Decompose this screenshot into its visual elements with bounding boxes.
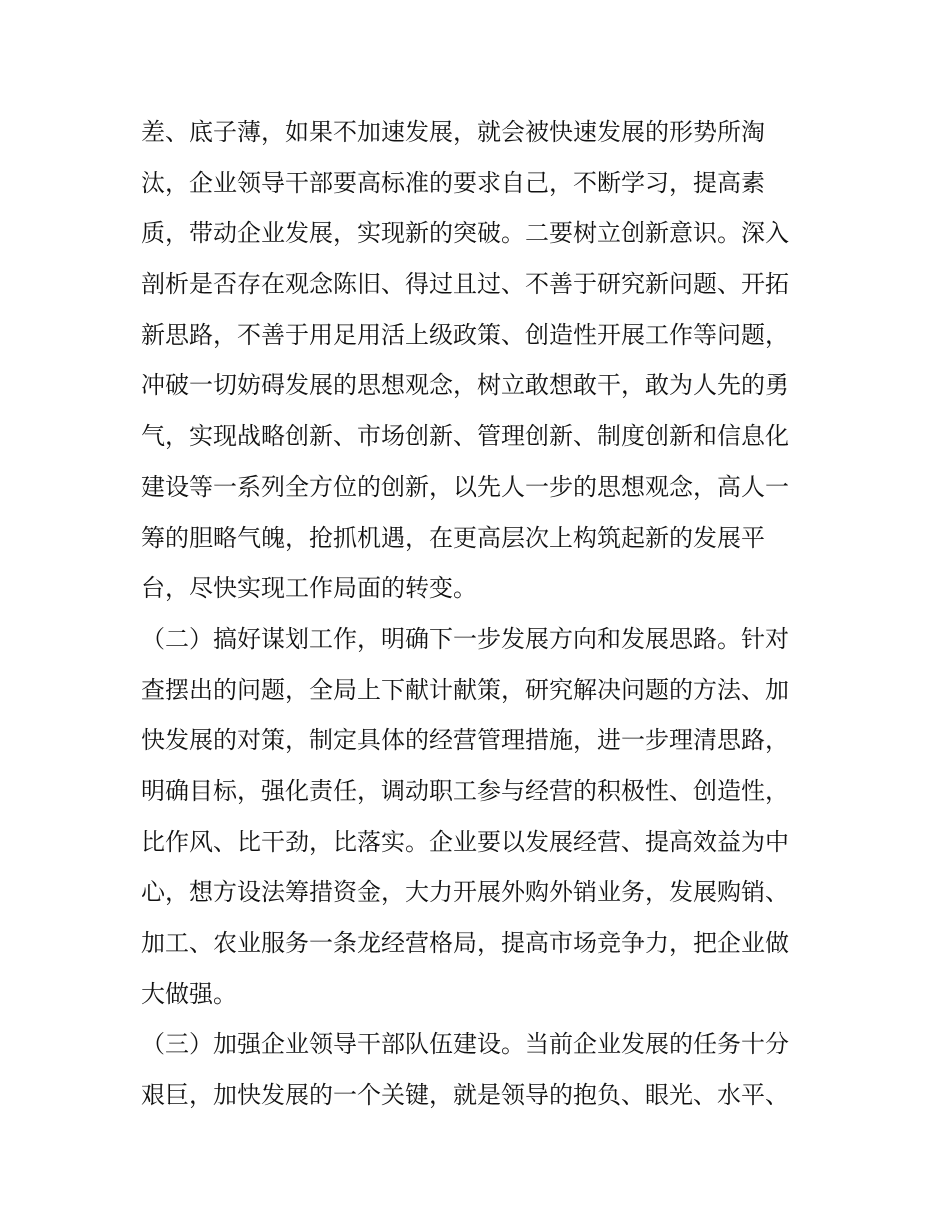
section-heading-line: （三）加强企业领导干部队伍建设。当前企业发展的任务十分 — [141, 1030, 789, 1059]
text-line: 大做强。 — [141, 979, 237, 1008]
text-line: 剖析是否存在观念陈旧、得过且过、不善于研究新问题、开拓 — [141, 270, 789, 299]
text-line: 比作风、比干劲，比落实。企业要以发展经营、提高效益为中 — [141, 827, 789, 856]
text-line: 差、底子薄，如果不加速发展，就会被快速发展的形势所淘 — [141, 118, 765, 146]
text-line: 心，想方设法筹措资金，大力开展外购外销业务，发展购销、 — [141, 878, 789, 907]
text-line: 冲破一切妨碍发展的思想观念，树立敢想敢干，敢为人先的勇 — [141, 371, 789, 400]
text-line: 气，实现战略创新、市场创新、管理创新、制度创新和信息化 — [141, 422, 789, 451]
text-line: 艰巨，加快发展的一个关键，就是领导的抱负、眼光、水平、 — [141, 1081, 789, 1110]
text-line: 新思路，不善于用足用活上级政策、创造性开展工作等问题， — [141, 320, 789, 349]
text-line: 加工、农业服务一条龙经营格局，提高市场竞争力，把企业做 — [141, 929, 789, 957]
text-line: 筹的胆略气魄，抢抓机遇，在更高层次上构筑起新的发展平 — [141, 523, 765, 552]
text-line: 质，带动企业发展，实现新的突破。二要树立创新意识。深入 — [141, 219, 789, 248]
text-line: 汰，企业领导干部要高标准的要求自己，不断学习，提高素 — [141, 168, 765, 197]
text-line: 快发展的对策，制定具体的经营管理措施，进一步理清思路， — [141, 726, 789, 755]
body-text — [141, 107, 821, 1121]
text-line: 台，尽快实现工作局面的转变。 — [141, 574, 477, 603]
section-heading-line: （二）搞好谋划工作，明确下一步发展方向和发展思路。针对 — [141, 624, 789, 653]
text-line: 建设等一系列全方位的创新，以先人一步的思想观念，高人一 — [141, 472, 789, 501]
text-line: 明确目标，强化责任，调动职工参与经营的积极性、创造性， — [141, 776, 789, 805]
text-line: 查摆出的问题，全局上下献计献策，研究解决问题的方法、加 — [141, 675, 789, 704]
